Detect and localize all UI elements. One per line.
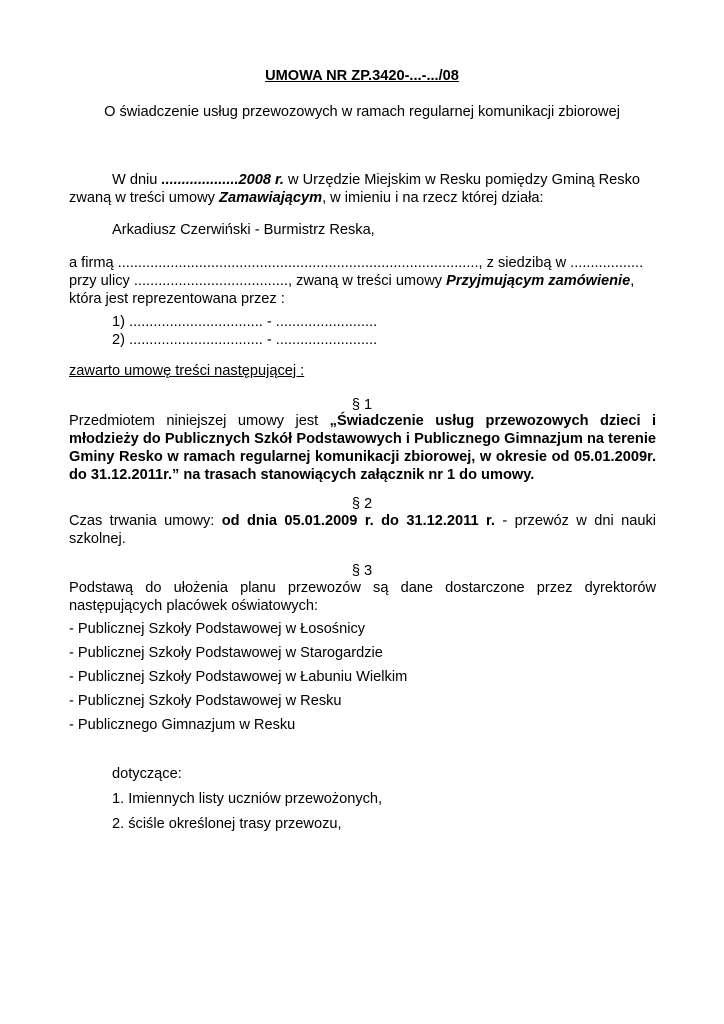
intro-line2-text-a: zwaną w treści umowy [69, 190, 220, 206]
section-3-heading: § 3 [351, 563, 373, 579]
concerning-label: dotyczące: [112, 766, 182, 782]
section-3-text: Podstawą do ułożenia planu przewozów są dane dostarczone przez dyrektorów następujących placówek oświatowych: [69, 580, 656, 614]
representative: Arkadiusz Czerwiński - Burmistrz Reska, [112, 222, 375, 238]
section-1-text-a: Przedmiotem niniejszej umowy jest [69, 413, 330, 429]
intro-date: ...................2008 r. [161, 172, 284, 188]
firm-line2-text-b: , [630, 273, 635, 289]
school-item: - Publicznego Gimnazjum w Resku [69, 717, 296, 733]
intro-line-2 [69, 189, 544, 207]
school-item: - Publicznej Szkoły Podstawowej w Starogardzie [69, 645, 383, 661]
section-2-text-a: Czas trwania umowy: [69, 513, 222, 529]
firm-line2-text-a: przy ulicy ......................................, zwaną w treści umowy [69, 273, 447, 289]
firm-line-2 [69, 272, 634, 290]
section-2-period: od dnia 05.01.2009 r. do 31.12.2011 r. [221, 513, 495, 529]
intro-paragraph [69, 171, 656, 189]
concerning-item: 2. ściśle określonej trasy przewozu, [112, 816, 342, 832]
section-1-subject: „Świadczenie usług przewozowych dzieci i młodzieży do Publicznych Szkół Podstawowych i Publicznego Gimnazjum na terenie Gminy Resko w ramach regularnej komunikacji zbiorowej, w okresie od 05.01.2009r. do 31.12.2011r.” na trasach stanowiących załącznik nr 1 do umowy. [69, 413, 656, 483]
representative-1: 1) ................................. - ......................... [112, 314, 378, 330]
agreed-statement: zawarto umowę treści następującej : [69, 363, 305, 379]
intro-text-1: W dniu [112, 172, 162, 188]
role-przyjmujacy: Przyjmującym zamówienie [446, 273, 631, 289]
intro-line2-text-b: , w imieniu i na rzecz której działa: [322, 190, 544, 206]
section-1-heading: § 1 [351, 397, 373, 413]
section-2-text [69, 512, 656, 548]
firm-line-3: która jest reprezentowana przez : [69, 291, 285, 307]
school-item: - Publicznej Szkoły Podstawowej w Resku [69, 693, 342, 709]
firm-line-1: a firmą ........................................................................................., z siedzibą w .................. [69, 255, 644, 271]
concerning-item: 1. Imiennych listy uczniów przewożonych, [112, 791, 383, 807]
representative-2: 2) ................................. - ......................... [112, 332, 378, 348]
school-item: - Publicznej Szkoły Podstawowej w Łosośnicy [69, 621, 366, 637]
section-1-text [69, 412, 656, 484]
section-2-text-b: - przewóz w dni nauki szkolnej. [69, 513, 656, 547]
school-item: - Publicznej Szkoły Podstawowej w Łabuniu Wielkim [69, 669, 408, 685]
role-zamawiajacy: Zamawiającym [219, 190, 323, 206]
document-title: UMOWA NR ZP.3420-...-.../08 [265, 68, 459, 84]
intro-text-2: w Urzędzie Miejskim w Resku pomiędzy Gminą Resko [283, 172, 641, 188]
document-subtitle: O świadczenie usług przewozowych w ramach regularnej komunikacji zbiorowej [104, 104, 620, 120]
section-2-heading: § 2 [351, 496, 373, 512]
